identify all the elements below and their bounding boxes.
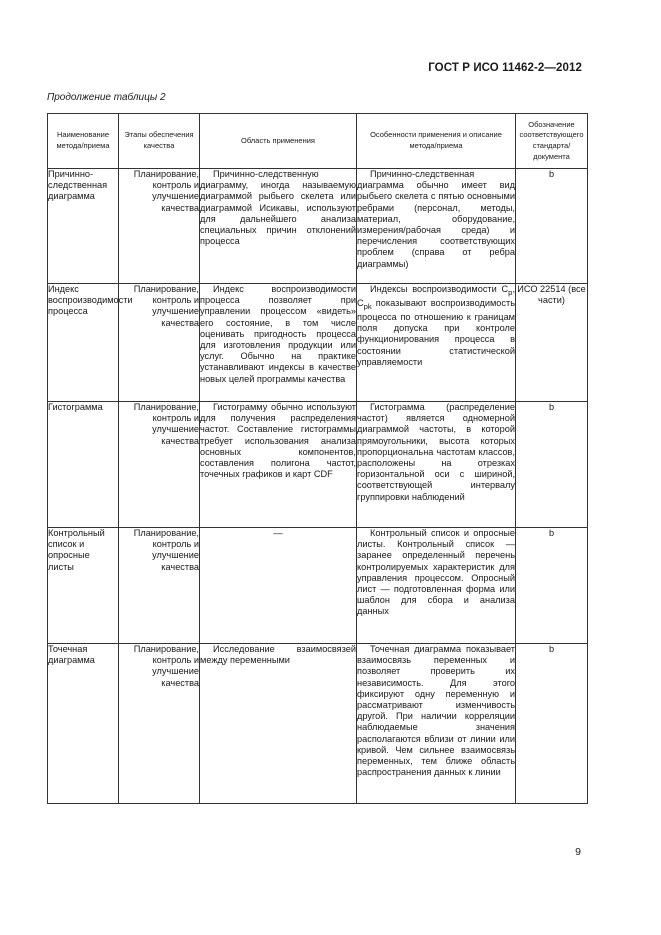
table-row	[48, 284, 588, 402]
quality-stages: Планирование, контроль и улучшение качества	[119, 644, 200, 804]
table-header-row	[48, 114, 588, 169]
standard-reference: b	[516, 528, 588, 644]
table-row	[48, 402, 588, 528]
document-code: ГОСТ Р ИСО 11462-2—2012	[428, 62, 582, 74]
column-header-scope: Область применения	[200, 114, 357, 169]
table-row	[48, 644, 588, 804]
method-features: Гистограмма (распределение частот) является одномерной диаграммой частоты, в которой прямоугольники, высота которых пропорциональна частотам классов, расположены на отрезках горизонтальной оси с шириной, соответствующей интервалу группировки наблюдений	[357, 402, 516, 528]
method-name: Индекс воспроизводимости процесса	[48, 284, 119, 402]
standard-reference: b	[516, 644, 588, 804]
table-row	[48, 528, 588, 644]
standard-reference: b	[516, 402, 588, 528]
standard-reference: ИСО 22514 (все части)	[516, 284, 588, 402]
table-caption: Продолжение таблицы 2	[47, 92, 166, 103]
application-scope: Причинно-следственную диаграмму, иногда называемую диаграммой рыбьего скелета или диаграммой Исикавы, используют для дальнейшего анализа специальных причин отклонений процесса	[200, 169, 357, 284]
quality-stages: Планирование, контроль и улучшение качества	[119, 169, 200, 284]
features-text-part: Индексы воспроизводимости C	[370, 284, 509, 294]
features-text-part: , C	[357, 284, 515, 309]
method-features	[357, 284, 516, 402]
application-scope: —	[200, 528, 357, 644]
method-features: Точечная диаграмма показывает взаимосвязь переменных и позволяет проверить их независимость. Для этого фиксируют одну переменную и рассматривают изменчивость другой. При наличии корреляции наблюдаемые значения располагаются вблизи от линии или кривой. Чем сильнее взаимосвязь переменных, тем ближе область распространения данных к линии	[357, 644, 516, 804]
application-scope: Гистограмму обычно используют для получения распределения частот. Составление гистограммы требует использования анализа основных компонентов, составления полигона частот, точечных графиков и карт CDF	[200, 402, 357, 528]
table-row	[48, 169, 588, 284]
standard-reference: b	[516, 169, 588, 284]
method-name: Точечная диаграмма	[48, 644, 119, 804]
column-header-standard: Обозначение соответствующего стандарта/документа	[516, 114, 588, 169]
quality-stages: Планирование, контроль и улучшение качества	[119, 528, 200, 644]
method-name: Гистограмма	[48, 402, 119, 528]
methods-table	[47, 113, 588, 804]
column-header-name: Наименование метода/приема	[48, 114, 119, 169]
subscript-pk: pk	[363, 301, 372, 311]
subscript-p: p	[508, 287, 513, 297]
method-features: Контрольный список и опросные листы. Контрольный список — заранее определенный перечень контролируемых характеристик для управления процессом. Опросный лист — подготовленная форма или шаблон для сбора и анализа данных	[357, 528, 516, 644]
column-header-features: Особенности применения и описание метода/приема	[357, 114, 516, 169]
features-text-part: показывают воспроизводимость процесса по отношению к границам поля допуска при контроле функционирования процесса в состоянии статистической управляемости	[357, 298, 515, 367]
method-name: Контрольный список и опросные листы	[48, 528, 119, 644]
page-number: 9	[575, 846, 581, 858]
column-header-stages: Этапы обеспечения качества	[119, 114, 200, 169]
application-scope: Индекс воспроизводимости процесса позволяет при управлении процессом «видеть» его состояние, в том числе оценивать пригодность процесса для изготовления продукции или услуг. Обычно на практике устанавливают индексы в качестве новых целей программы качества	[200, 284, 357, 402]
application-scope: Исследование взаимосвязей между переменными	[200, 644, 357, 804]
method-features: Причинно-следственная диаграмма обычно имеет вид рыбьего скелета с пятью основными ребрами (персонал, методы, материал, оборудование, измерения/рабочая среда) и перечисления соответствующих проблем (справа от ребра диаграммы)	[357, 169, 516, 284]
quality-stages: Планирование, контроль и улучшение качества	[119, 284, 200, 402]
quality-stages: Планирование, контроль и улучшение качества	[119, 402, 200, 528]
method-name: Причинно-следственная диаграмма	[48, 169, 119, 284]
